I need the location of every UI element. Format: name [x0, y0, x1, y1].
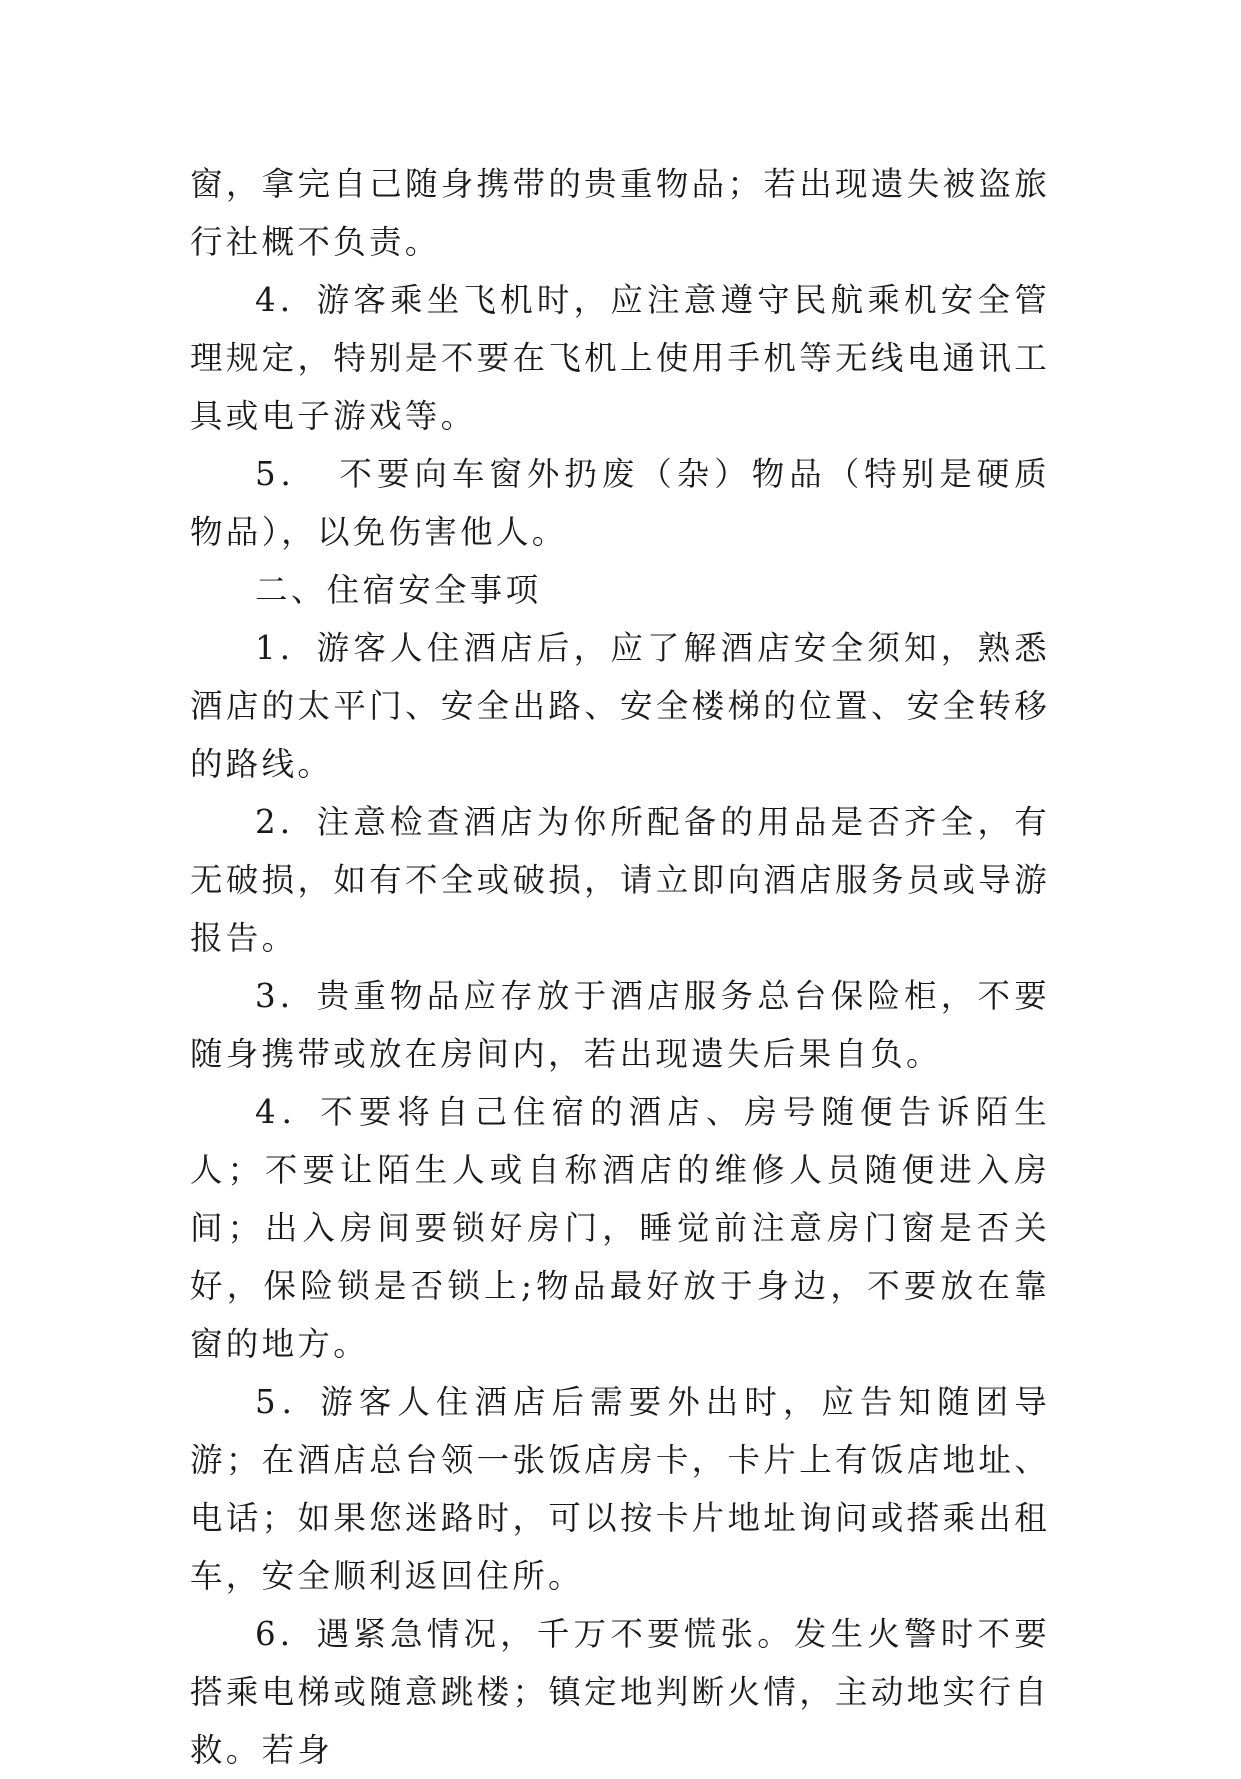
- paragraph-valuables: 3．贵重物品应存放于酒店服务总台保险柜，不要随身携带或放在房间内，若出现遗失后果自负。: [190, 977, 1050, 1073]
- section-heading-lodging-safety: 二、住宿安全事项: [255, 571, 542, 609]
- paragraph-check-supplies: 2．注意检查酒店为你所配备的用品是否齐全，有无破损，如有不全或破损，请立即向酒店服务员或导游报告。: [190, 803, 1050, 957]
- document-body: [190, 155, 1050, 1779]
- paragraph-going-out: 5．游客人住酒店后需要外出时，应告知随团导游；在酒店总台领一张饭店房卡，卡片上有饭店地址、电话；如果您迷路时，可以按卡片地址询问或搭乘出租车，安全顺利返回住所。: [190, 1383, 1050, 1595]
- paragraph-window-litter: 5． 不要向车窗外扔废（杂）物品（特别是硬质物品），以免伤害他人。: [190, 455, 1050, 551]
- paragraph-hotel-notice: 1．游客人住酒店后，应了解酒店安全须知，熟悉酒店的太平门、安全出路、安全楼梯的位置、安全转移的路线。: [190, 629, 1050, 783]
- paragraph-flight-safety: 4．游客乘坐飞机时，应注意遵守民航乘机安全管理规定，特别是不要在飞机上使用手机等无线电通讯工具或电子游戏等。: [190, 281, 1050, 435]
- paragraph-emergency: 6．遇紧急情况，千万不要慌张。发生火警时不要搭乘电梯或随意跳楼；镇定地判断火情，主动地实行自救。若身: [190, 1615, 1050, 1769]
- paragraph-continuation: 窗，拿完自己随身携带的贵重物品；若出现遗失被盗旅行社概不负责。: [190, 165, 1050, 261]
- paragraph-strangers: 4．不要将自己住宿的酒店、房号随便告诉陌生人；不要让陌生人或自称酒店的维修人员随便进入房间；出入房间要锁好房门，睡觉前注意房门窗是否关好，保险锁是否锁上;物品最好放于身边，不要放在靠窗的地方。: [190, 1093, 1050, 1363]
